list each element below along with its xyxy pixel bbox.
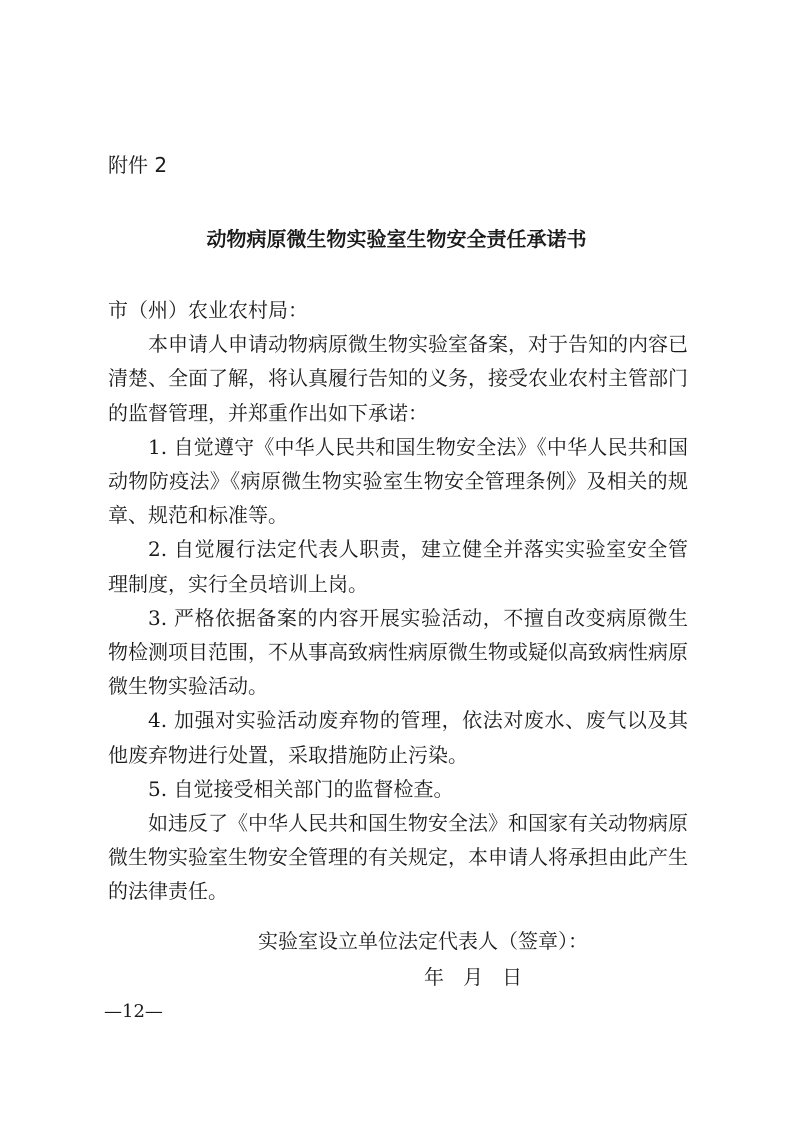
liability-paragraph: 如违反了《中华人民共和国生物安全法》和国家有关动物病原微生物实验室生物安全管理的有关规定，本申请人将承担由此产生的法律责任。: [108, 811, 688, 904]
intro-paragraph: 本申请人申请动物病原微生物实验室备案，对于告知的内容已清楚、全面了解，将认真履行告知的义务，接受农业农村主管部门的监督管理，并郑重作出如下承诺：: [108, 332, 688, 425]
commitment-item-5: 5. 自觉接受相关部门的监督检查。: [148, 776, 454, 801]
commitment-item-3: 3. 严格依据备案的内容开展实验活动，不擅自改变病原微生物检测项目范围，不从事高致病性病原微生物或疑似高致病性病原微生物实验活动。: [108, 605, 688, 699]
date-line: 年 月 日: [424, 965, 523, 989]
salutation: 市（州）农业农村局：: [108, 298, 308, 322]
commitment-item-2: 2. 自觉履行法定代表人职责，建立健全并落实实验室安全管理制度，实行全员培训上岗。: [108, 537, 688, 596]
document-title: 动物病原微生物实验室生物安全责任承诺书: [206, 227, 587, 251]
commitment-item-1: 1. 自觉遵守《中华人民共和国生物安全法》《中华人民共和国动物防疫法》《病原微生物实验室生物安全管理条例》及相关的规章、规范和标准等。: [108, 434, 688, 528]
commitment-item-4: 4. 加强对实验活动废弃物的管理，依法对废水、废气以及其他废弃物进行处置，采取措施防止污染。: [108, 708, 688, 767]
page-number: —12—: [104, 1001, 163, 1022]
attachment-label: 附件 2: [108, 153, 168, 177]
signature-line: 实验室设立单位法定代表人（签章）：: [258, 929, 588, 953]
document-body: [108, 293, 688, 909]
